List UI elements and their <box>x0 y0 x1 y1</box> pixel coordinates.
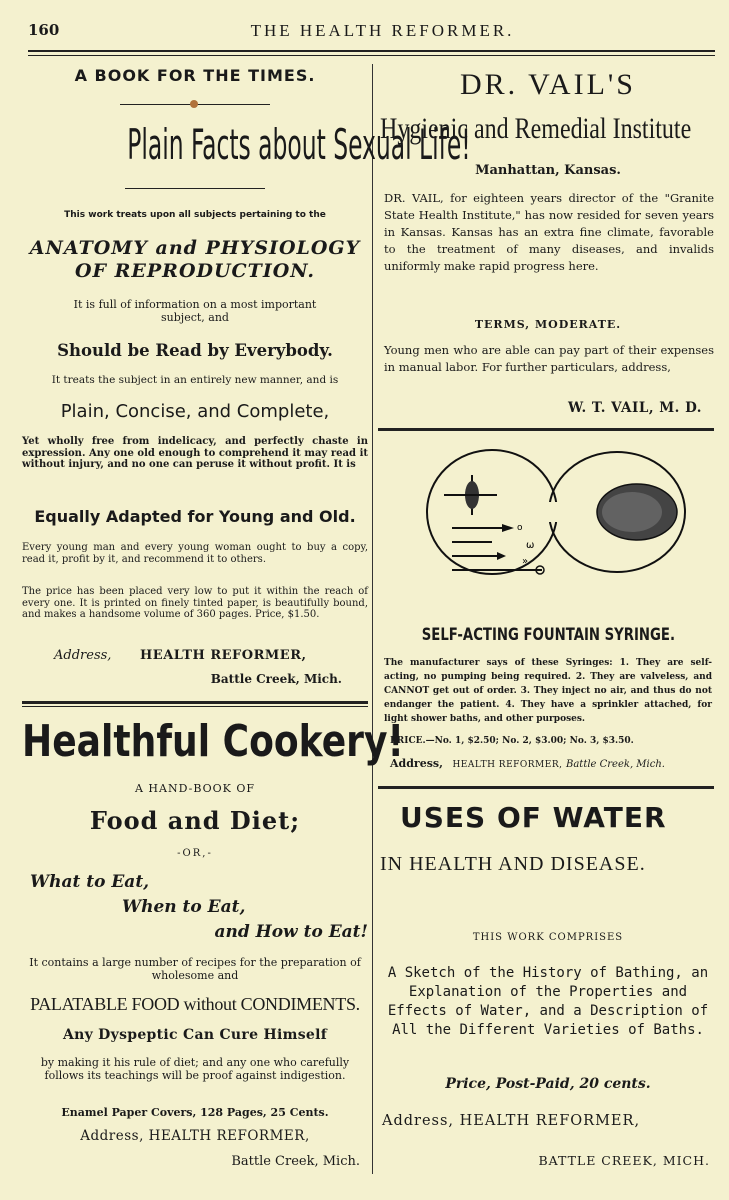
cookery-para-2: by making it his rule of diet; and any one who carefully follows its teachings will be proof against indigestion. <box>40 1056 350 1082</box>
cookery-price: Enamel Paper Covers, 128 Pages, 25 Cents. <box>61 1106 329 1119</box>
syringe-prices: PRICE.—No. 1, $2.50; No. 2, $3.00; No. 3, $3.50. <box>390 736 634 746</box>
book-para-3: The price has been placed very low to put it within the reach of every one. It is printed on finely tinted paper, is beautifully bound, and makes a handsome volume of 360 pages. Price, $1.50. <box>22 586 368 620</box>
vail-title: DR. VAIL'S <box>459 68 636 101</box>
book-kicker: A BOOK FOR THE TIMES. <box>74 66 316 85</box>
svg-text:»: » <box>522 556 529 567</box>
book-address <box>22 648 368 668</box>
address-city: Battle Creek, Mich. <box>210 672 342 686</box>
syringe-para: The manufacturer says of these Syringes: 1. They are self-acting, no pumping being required. 2. They are valveless, and CANNOT get out of order. 3. They inject no air, and thus do not endanger the patient. 4. They have a sprinkler attached, for light shower baths, and other purposes. <box>384 658 712 724</box>
water-title: USES OF WATER <box>400 801 667 834</box>
syringe-address <box>378 757 729 770</box>
cookery-sub-1: A HAND-BOOK OF <box>134 782 256 795</box>
headline-plain-concise: Plain, Concise, and Complete, <box>60 401 330 422</box>
page-header <box>28 18 707 44</box>
headline-read-by-everybody: Should be Read by Everybody. <box>57 341 333 360</box>
syringe-title: SELF-ACTING FOUNTAIN SYRINGE. <box>421 625 675 645</box>
section-rule-thin <box>22 706 368 707</box>
syringe-address-city: Battle Creek, Mich. <box>565 759 665 770</box>
vail-signature: W. T. VAIL, M. D. <box>567 400 702 416</box>
syringe-image <box>422 440 692 610</box>
book-para-1: Yet wholly free from indelicacy, and perfectly chaste in expression. Any one old enough to comprehend it may read it without injury, and no one can peruse it without profit. It is <box>22 436 368 470</box>
cookery-title-wrap <box>22 716 404 770</box>
book-title-wrap <box>22 120 471 176</box>
vail-terms: TERMS, MODERATE. <box>474 318 622 331</box>
cookery-address-name: HEALTH REFORMER, <box>148 1128 310 1144</box>
cookery-address <box>22 1128 368 1144</box>
subject-line-2: OF REPRODUCTION. <box>74 260 316 282</box>
ornament-rule <box>22 104 368 105</box>
syringe-title-wrap <box>378 625 718 649</box>
vail-para-1: DR. VAIL, for eighteen years director of the "Granite State Health Institute," has now resided for seven years in Kansas. Kansas has an extra fine climate, favorable to the treatment of many diseases, and invalids uniformly make rapid progress here. <box>384 191 714 273</box>
subject-line-1: ANATOMY and PHYSIOLOGY <box>29 237 361 259</box>
column-divider <box>372 64 373 1174</box>
vail-subtitle: Hygienic and Remedial Institute <box>380 112 692 145</box>
address-name: HEALTH REFORMER, <box>140 648 307 663</box>
address-label: Address, <box>54 648 112 663</box>
syringe-address-name: HEALTH REFORMER, <box>452 760 563 770</box>
book-title: Plain Facts about Sexual Life! <box>127 120 471 169</box>
book-intro: This work treats upon all subjects pertaining to the <box>64 210 326 220</box>
treats-line: It treats the subject in an entirely new manner, and is <box>51 374 339 386</box>
vail-rule <box>378 428 714 431</box>
svg-text:ω: ω <box>526 540 535 551</box>
book-info: It is full of information on a most important subject, and <box>73 298 317 324</box>
vail-para-2: Young men who are able can pay part of their expenses in manual labor. For further particulars, address, <box>384 343 714 374</box>
cookery-or: -OR,- <box>177 848 213 859</box>
header-rule-thin <box>28 55 715 56</box>
vail-place: Manhattan, Kansas. <box>475 163 621 178</box>
water-city: BATTLE CREEK, MICH. <box>538 1153 710 1168</box>
syringe-rule <box>378 786 714 789</box>
section-rule <box>22 701 368 704</box>
vail-subtitle-wrap <box>378 112 718 152</box>
cookery-headline: PALATABLE FOOD without CONDIMENTS. <box>30 994 360 1014</box>
headline-young-and-old: Equally Adapted for Young and Old. <box>34 507 356 526</box>
water-subtitle: IN HEALTH AND DISEASE. <box>380 853 646 875</box>
syringe-address-label: Address, <box>390 757 443 770</box>
water-address: Address, HEALTH REFORMER, <box>382 1113 641 1129</box>
cookery-sub-2: Food and Diet; <box>89 806 301 835</box>
dyspeptic-headline: Any Dyspeptic Can Cure Himself <box>62 1027 328 1043</box>
title-rule <box>22 188 368 189</box>
cookery-address-label: Address, <box>80 1128 144 1144</box>
journal-title: THE HEALTH REFORMER. <box>250 21 515 40</box>
page-number: 160 <box>28 21 60 39</box>
how-to-eat: and How to Eat! <box>214 922 368 942</box>
syringe-illustration <box>422 440 692 610</box>
cookery-title: Healthful Cookery! <box>22 716 404 767</box>
book-para-2: Every young man and every young woman ought to buy a copy, read it, profit by it, and recommend it to others. <box>22 542 368 565</box>
water-para: A Sketch of the History of Bathing, an Explanation of the Properties and Effects of Water, and a Description of All the Different Varieties of Baths. <box>387 965 709 1038</box>
cookery-para-1: It contains a large number of recipes for the preparation of wholesome and <box>29 956 361 982</box>
water-price: Price, Post-Paid, 20 cents. <box>445 1076 651 1092</box>
cookery-city: Battle Creek, Mich. <box>231 1154 360 1169</box>
what-to-eat: What to Eat, <box>30 872 150 892</box>
svg-text:o: o <box>517 523 523 533</box>
water-comprises: THIS WORK COMPRISES <box>472 932 624 943</box>
when-to-eat: When to Eat, <box>122 897 246 917</box>
header-rule <box>28 50 715 52</box>
